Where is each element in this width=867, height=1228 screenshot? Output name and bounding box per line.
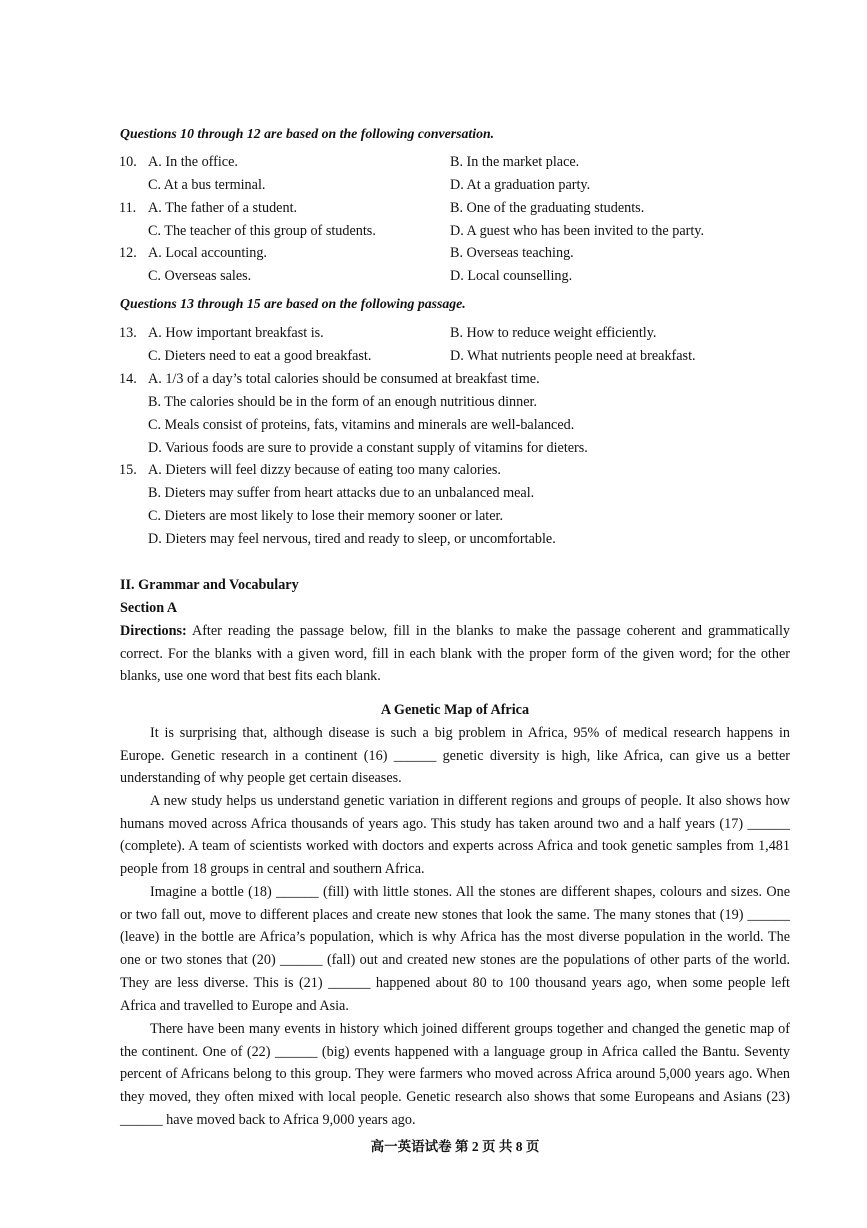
option-c: C. At a bus terminal. bbox=[148, 177, 266, 193]
option-d: D. Various foods are sure to provide a constant supply of vitamins for dieters. bbox=[148, 440, 588, 456]
option-b: B. Dieters may suffer from heart attacks due to an unbalanced meal. bbox=[148, 485, 535, 501]
option-b: B. Overseas teaching. bbox=[450, 245, 574, 261]
question-number: 15. bbox=[119, 462, 137, 478]
question-10 bbox=[0, 151, 867, 197]
question-number: 11. bbox=[119, 200, 137, 216]
option-c: C. Dieters need to eat a good breakfast. bbox=[148, 348, 372, 364]
option-a: A. In the office. bbox=[148, 154, 238, 170]
question-15 bbox=[0, 459, 867, 551]
question-number: 13. bbox=[119, 325, 137, 341]
question-number: 14. bbox=[119, 371, 137, 387]
option-d: D. Local counselling. bbox=[450, 268, 573, 284]
question-12 bbox=[0, 242, 867, 288]
option-a: A. Local accounting. bbox=[148, 245, 267, 261]
option-b: B. One of the graduating students. bbox=[450, 200, 645, 216]
directions bbox=[120, 620, 790, 688]
section-title: Section A bbox=[120, 600, 178, 616]
option-b: B. In the market place. bbox=[450, 154, 580, 170]
option-a: A. The father of a student. bbox=[148, 200, 298, 216]
option-a: A. How important breakfast is. bbox=[148, 325, 324, 341]
question-13 bbox=[0, 322, 867, 368]
option-c: C. Overseas sales. bbox=[148, 268, 252, 284]
question-11 bbox=[0, 197, 867, 243]
passage-paragraph-4: There have been many events in history which joined different groups together and changed the genetic map of the continent. One of (22) ______ (big) events happened with a language group in Africa called the Bantu. Seventy percent of Africans belong to this group. They were farmers who moved across Africa around 5,000 years ago. When they moved, they often mixed with local people. Genetic research also shows that some Europeans and Asians (23) ______ have moved back to Africa 9,000 years ago. bbox=[120, 1021, 790, 1128]
option-b: B. How to reduce weight efficiently. bbox=[450, 325, 657, 341]
option-d: D. At a graduation party. bbox=[450, 177, 591, 193]
option-d: D. Dieters may feel nervous, tired and ready to sleep, or uncomfortable. bbox=[148, 531, 556, 547]
question-group-heading: Questions 10 through 12 are based on the following conversation. bbox=[120, 126, 495, 141]
part-title: II. Grammar and Vocabulary bbox=[120, 577, 299, 593]
option-a: A. 1/3 of a day’s total calories should be consumed at breakfast time. bbox=[148, 371, 540, 387]
option-c: C. Meals consist of proteins, fats, vitamins and minerals are well-balanced. bbox=[148, 417, 575, 433]
question-group-heading: Questions 13 through 15 are based on the following passage. bbox=[120, 296, 466, 311]
directions-label: Directions: bbox=[120, 623, 187, 639]
passage-paragraph-1: It is surprising that, although disease is such a big problem in Africa, 95% of medical research happens in Europe. Genetic research in a continent (16) ______ genetic diversity is high, like Africa, can give us a better understanding of why people get certain diseases. bbox=[120, 725, 790, 787]
passage-title: A Genetic Map of Africa bbox=[380, 702, 530, 718]
question-14 bbox=[0, 368, 867, 460]
option-d: D. A guest who has been invited to the party. bbox=[450, 223, 705, 239]
option-d: D. What nutrients people need at breakfast. bbox=[450, 348, 696, 364]
option-c: C. Dieters are most likely to lose their memory sooner or later. bbox=[148, 508, 503, 524]
page-footer: 高一英语试卷 第 2 页 共 8 页 bbox=[370, 1139, 540, 1154]
directions-text: After reading the passage below, fill in the blanks to make the passage coherent and grammatically correct. For the blanks with a given word, fill in each blank with the proper form of the given word; for the other blanks, use one word that best fits each blank. bbox=[120, 623, 790, 685]
question-number: 10. bbox=[119, 154, 137, 170]
passage-paragraph-2: A new study helps us understand genetic variation in different regions and groups of people. It also shows how humans moved across Africa thousands of years ago. This study has taken around two and a half years (17) ______ (complete). A team of scientists worked with doctors and experts across Africa and took genetic samples from 1,481 people from 18 groups in central and southern Africa. bbox=[120, 793, 790, 878]
passage-paragraph-3: Imagine a bottle (18) ______ (fill) with little stones. All the stones are different shapes, colours and sizes. One or two fall out, move to different places and create new stones that look the same. The many stones that (19) ______ (leave) in the bottle are Africa’s population, which is why Africa has the most diverse population in the world. The one or two stones that (20) ______ (fall) out and created new stones are the populations of other parts of the world. They are less diverse. This is (21) ______ happened about 80 to 100 thousand years ago, when some people left Africa and travelled to Europe and Asia. bbox=[120, 884, 790, 1014]
question-number: 12. bbox=[119, 245, 137, 261]
option-a: A. Dieters will feel dizzy because of eating too many calories. bbox=[148, 462, 501, 478]
option-b: B. The calories should be in the form of an enough nutritious dinner. bbox=[148, 394, 538, 410]
option-c: C. The teacher of this group of students. bbox=[148, 223, 376, 239]
